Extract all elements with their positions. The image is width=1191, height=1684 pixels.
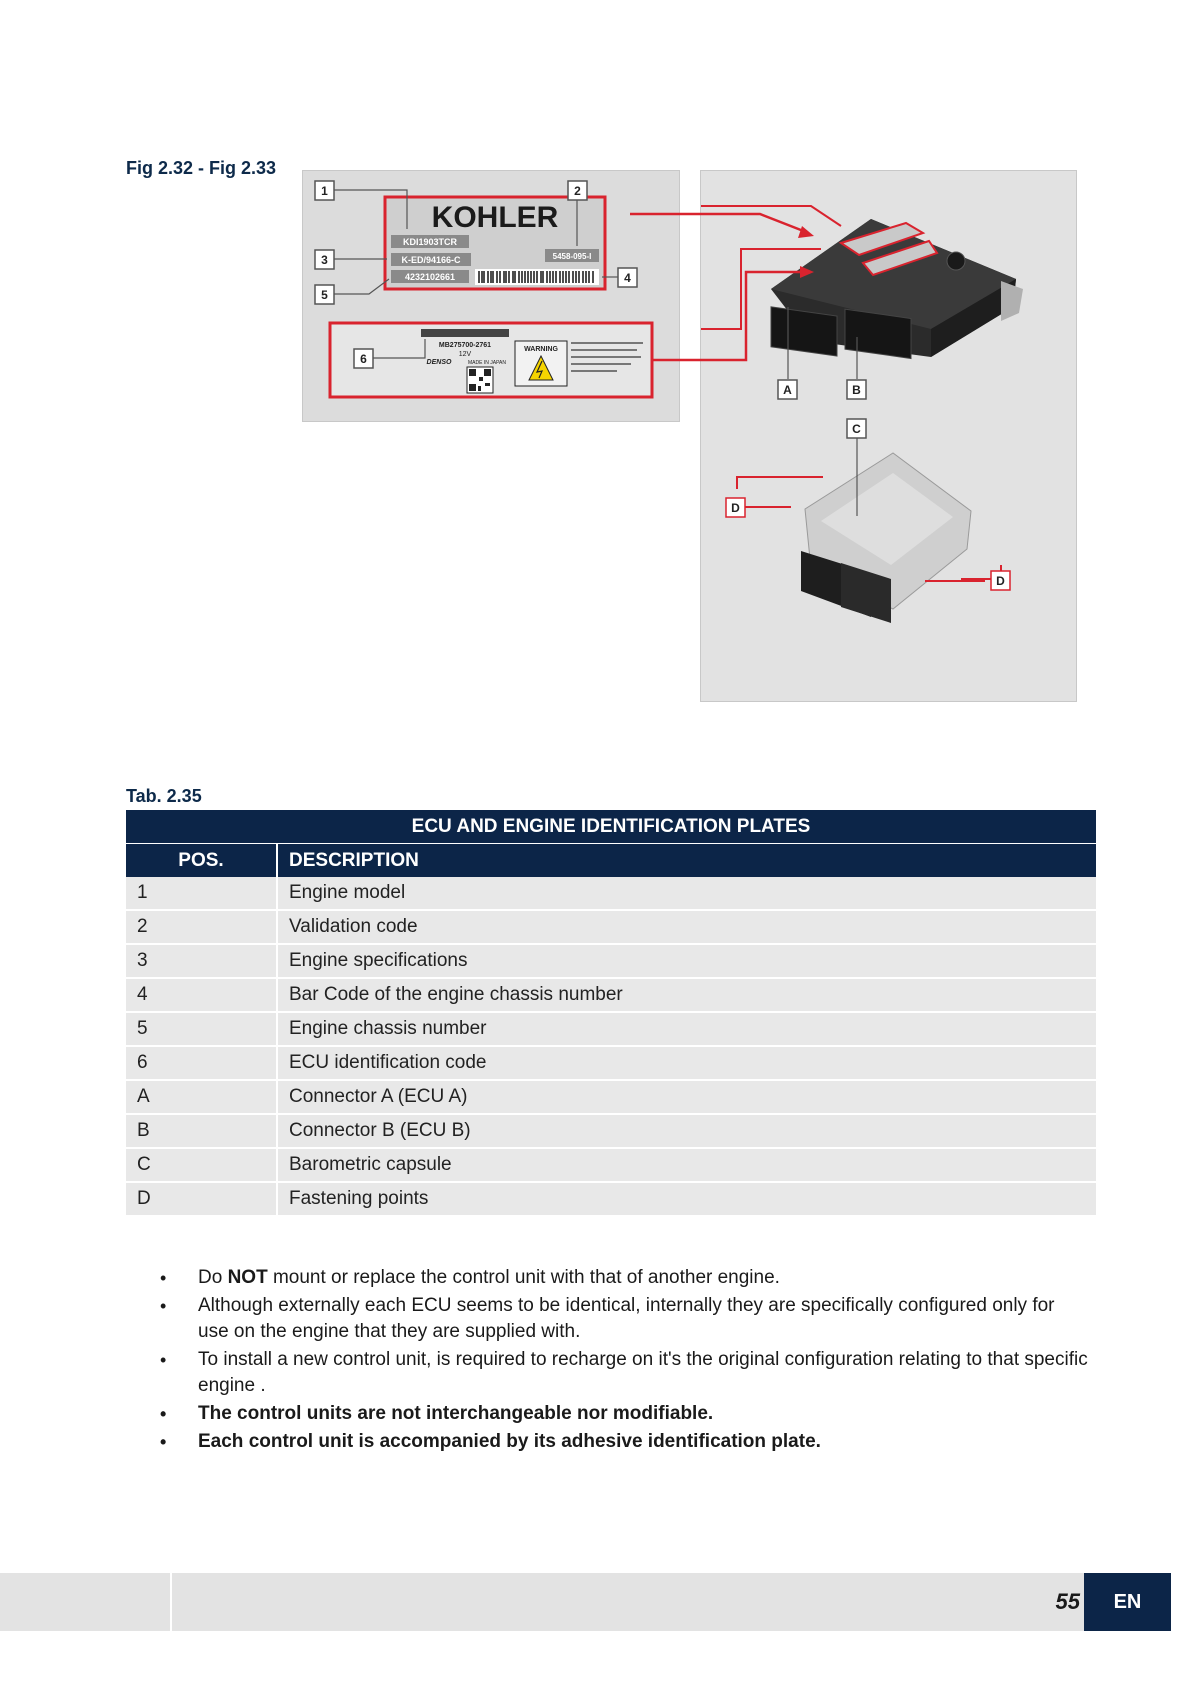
svg-text:6: 6: [360, 352, 367, 366]
footer-divider: [170, 1573, 172, 1631]
svg-text:2: 2: [574, 184, 581, 198]
row-description: Validation code: [277, 910, 1096, 944]
kohler-logo: KOHLER: [431, 201, 559, 234]
row-description: Connector B (ECU B): [277, 1114, 1096, 1148]
column-header-pos: POS.: [126, 844, 277, 878]
column-header-description: DESCRIPTION: [277, 844, 1096, 878]
row-description: Engine specifications: [277, 944, 1096, 978]
svg-text:D: D: [996, 574, 1005, 588]
svg-text:4: 4: [624, 271, 631, 285]
ecu-origin: MADE IN JAPAN: [468, 360, 506, 366]
table-row: [126, 910, 1096, 944]
callout-d-left: [726, 498, 745, 517]
table-row: [126, 877, 1096, 910]
page-number: 55: [1055, 1589, 1080, 1614]
table-row: [126, 1046, 1096, 1080]
svg-text:B: B: [852, 383, 861, 397]
row-pos: 1: [126, 877, 277, 910]
qr-code-icon: [467, 367, 493, 393]
table-row: [126, 1114, 1096, 1148]
ecu-base-plate: [801, 453, 971, 623]
row-pos: 6: [126, 1046, 277, 1080]
svg-text:1: 1: [321, 184, 328, 198]
validation-code-text: 5458-095-I: [552, 252, 592, 261]
model-code-text: KDI1903TCR: [402, 237, 458, 247]
row-description: ECU identification code: [277, 1046, 1096, 1080]
engine-plate-illustration: [303, 171, 679, 421]
table-row: [126, 978, 1096, 1012]
note-emphasis: NOT: [227, 1267, 268, 1288]
footer-bar: [0, 1573, 1171, 1631]
row-pos: B: [126, 1114, 277, 1148]
row-description: Fastening points: [277, 1182, 1096, 1216]
svg-text:3: 3: [321, 253, 328, 267]
table-row: [126, 1182, 1096, 1216]
barcode: [475, 269, 599, 285]
panel-connector-arrows: [630, 200, 830, 370]
row-pos: 5: [126, 1012, 277, 1046]
note-item: • Each control unit is accompanied by its adhesive identification plate.: [160, 1429, 1090, 1455]
svg-text:D: D: [731, 501, 740, 515]
callout-d-right: [991, 571, 1010, 590]
notes-list: [160, 1265, 1090, 1457]
row-pos: C: [126, 1148, 277, 1182]
row-pos: 2: [126, 910, 277, 944]
row-description: Bar Code of the engine chassis number: [277, 978, 1096, 1012]
callout-b: [847, 380, 866, 399]
table-caption: Tab. 2.35: [126, 786, 202, 806]
table-row: [126, 1012, 1096, 1046]
callout-3: [315, 250, 334, 269]
callout-6: [354, 349, 373, 368]
warning-label: WARNING: [524, 346, 558, 353]
ecu-voltage: 12V: [458, 351, 472, 358]
chassis-number-text: 4232102661: [404, 272, 456, 282]
engine-plate-figure: [302, 170, 680, 422]
callout-2: [568, 181, 587, 200]
callout-1: [315, 181, 334, 200]
row-pos: 3: [126, 944, 277, 978]
callout-5: [315, 285, 334, 304]
identification-table: [126, 810, 1096, 1217]
row-description: Engine model: [277, 877, 1096, 910]
note-item: • Do NOT mount or replace the control unit with that of another engine.: [160, 1265, 1090, 1291]
row-pos: A: [126, 1080, 277, 1114]
note-item: • The control units are not interchangeable nor modifiable.: [160, 1401, 1090, 1427]
row-pos: D: [126, 1182, 277, 1216]
ecu-part-number: MB275700-2761: [438, 342, 492, 349]
row-description: Engine chassis number: [277, 1012, 1096, 1046]
language-tab: EN: [1084, 1573, 1171, 1631]
svg-text:C: C: [852, 422, 861, 436]
row-description: Connector A (ECU A): [277, 1080, 1096, 1114]
row-description: Barometric capsule: [277, 1148, 1096, 1182]
callout-c: [847, 419, 866, 438]
denso-label: DENSO: [426, 359, 452, 366]
note-item: • Although externally each ECU seems to be identical, internally they are specifically configured only for use on the engine that they are supplied with.: [160, 1293, 1090, 1345]
table-title: ECU AND ENGINE IDENTIFICATION PLATES: [126, 810, 1096, 844]
note-item: • To install a new control unit, is required to recharge on it's the original configuration relating to that specific engine .: [160, 1347, 1090, 1399]
warning-sign-icon: [515, 341, 567, 386]
svg-text:A: A: [783, 383, 792, 397]
table-row: [126, 1148, 1096, 1182]
svg-text:5: 5: [321, 288, 328, 302]
ecu-label-header: [421, 329, 509, 337]
table-row: [126, 944, 1096, 978]
spec-code-text: K-ED/94166-C: [401, 255, 461, 265]
figure-caption: Fig 2.32 - Fig 2.33: [126, 158, 277, 178]
callout-a: [778, 380, 797, 399]
table-row: [126, 1080, 1096, 1114]
row-pos: 4: [126, 978, 277, 1012]
